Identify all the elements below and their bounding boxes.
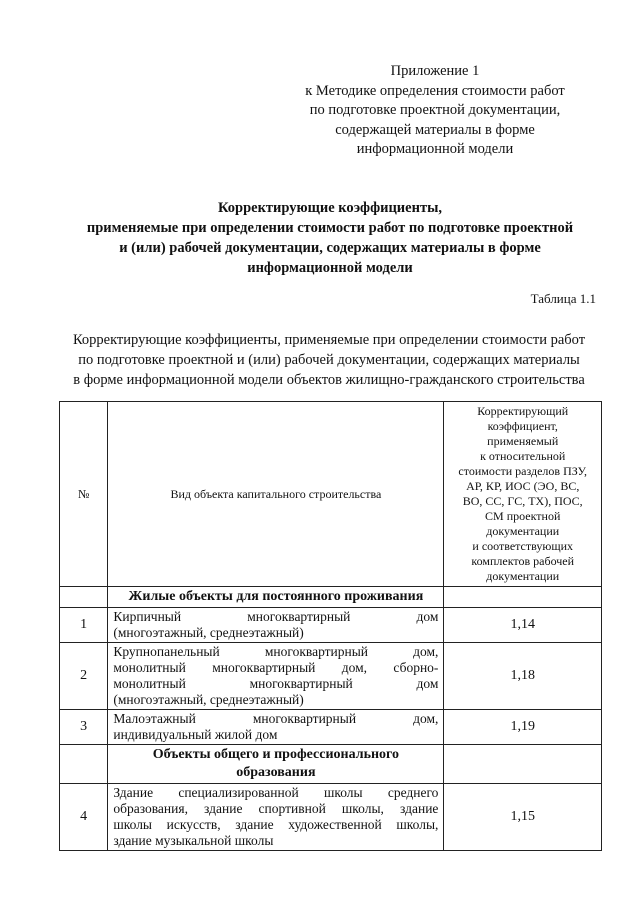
header-coef-line: АР, КР, ИОС (ЭО, ВС, [466,479,580,493]
caption-line: по подготовке проектной и (или) рабочей документации, содержащих материалы [78,352,580,368]
section-coef-empty [444,587,602,608]
row-kind-line: Малоэтажный многоквартирный дом, [113,711,439,726]
row-kind [108,608,444,643]
row-kind-line: здание музыкальной школы [113,833,274,848]
caption-line: Корректирующие коэффициенты, применяемые при определении стоимости работ [72,332,586,348]
row-kind-line: образования, здание спортивной школы, здание [113,801,439,816]
title-line: применяемые при определении стоимости работ по подготовке проектной [86,220,574,236]
row-kind-line: монолитный многоквартирный дом, сборно- [113,660,439,675]
appendix-note [300,62,570,160]
row-kind-line: школы искусств, здание художественной школы, [113,817,439,832]
caption-line: в форме информационной модели объектов жилищно-гражданского строительства [73,372,585,388]
header-coef-line: коэффициент, [487,419,558,433]
row-kind-line: (многоэтажный, среднеэтажный) [113,625,304,640]
section-num-empty [60,587,108,608]
section-row-education [60,745,602,784]
title-line: информационной модели [247,260,413,276]
row-coef: 1,15 [444,784,602,851]
row-kind [108,643,444,710]
row-num: 1 [60,608,108,643]
section-coef-empty [444,745,602,784]
table-caption [40,330,618,390]
row-kind-line: Кирпичный многоквартирный дом [113,609,439,624]
header-num: № [60,402,108,587]
table-label: Таблица 1.1 [530,291,596,306]
row-kind-line: (многоэтажный, среднеэтажный) [113,692,304,707]
table-row [60,784,602,851]
header-kind: Вид объекта капитального строительства [108,402,444,587]
appendix-line: Приложение 1 [390,63,480,79]
row-coef: 1,19 [444,710,602,745]
row-coef: 1,18 [444,643,602,710]
header-coef-line: и соответствующих [472,539,574,553]
header-coef-line: СМ проектной [485,509,561,523]
table-header-row [60,402,602,587]
row-coef: 1,14 [444,608,602,643]
header-coef-line: к относительной [480,449,566,463]
appendix-line: информационной модели [356,141,514,157]
table-row [60,643,602,710]
section-title-line: образования [236,765,316,780]
header-coef-line: стоимости разделов ПЗУ, [458,464,587,478]
row-num: 4 [60,784,108,851]
section-title-line: Объекты общего и профессионального [152,747,400,762]
section-title [108,587,444,608]
header-coef-line: документации [486,524,560,538]
section-title-line: Жилые объекты для постоянного проживания [128,589,424,604]
title-line: и (или) рабочей документации, содержащих материалы в форме [119,240,541,256]
appendix-line: к Методике определения стоимости работ [305,82,565,99]
header-coef-line: ВО, СС, ГС, ТХ), ПОС, [462,494,583,508]
header-coef-line: документации [486,569,560,583]
section-row-residential [60,587,602,608]
section-title [108,745,444,784]
row-num: 3 [60,710,108,745]
row-kind-line: монолитный многоквартирный дом [113,676,439,691]
row-kind-line: Здание специализированной школы среднего [113,785,439,800]
row-kind [108,710,444,745]
header-coef-line: комплектов рабочей [471,554,575,568]
row-kind [108,784,444,851]
header-coef-line: применяемый [487,434,559,448]
header-coef [444,402,602,587]
appendix-line: по подготовке проектной документации, [309,102,561,118]
table-row [60,710,602,745]
section-num-empty [60,745,108,784]
table-row [60,608,602,643]
document-title [40,198,620,278]
row-kind-line: Крупнопанельный многоквартирный дом, [113,644,439,659]
header-coef-line: Корректирующий [477,404,569,418]
row-kind-line: индивидуальный жилой дом [113,727,278,742]
title-line: Корректирующие коэффициенты, [217,200,443,216]
row-num: 2 [60,643,108,710]
appendix-line: содержащей материалы в форме [335,121,535,138]
coefficients-table [59,401,602,851]
